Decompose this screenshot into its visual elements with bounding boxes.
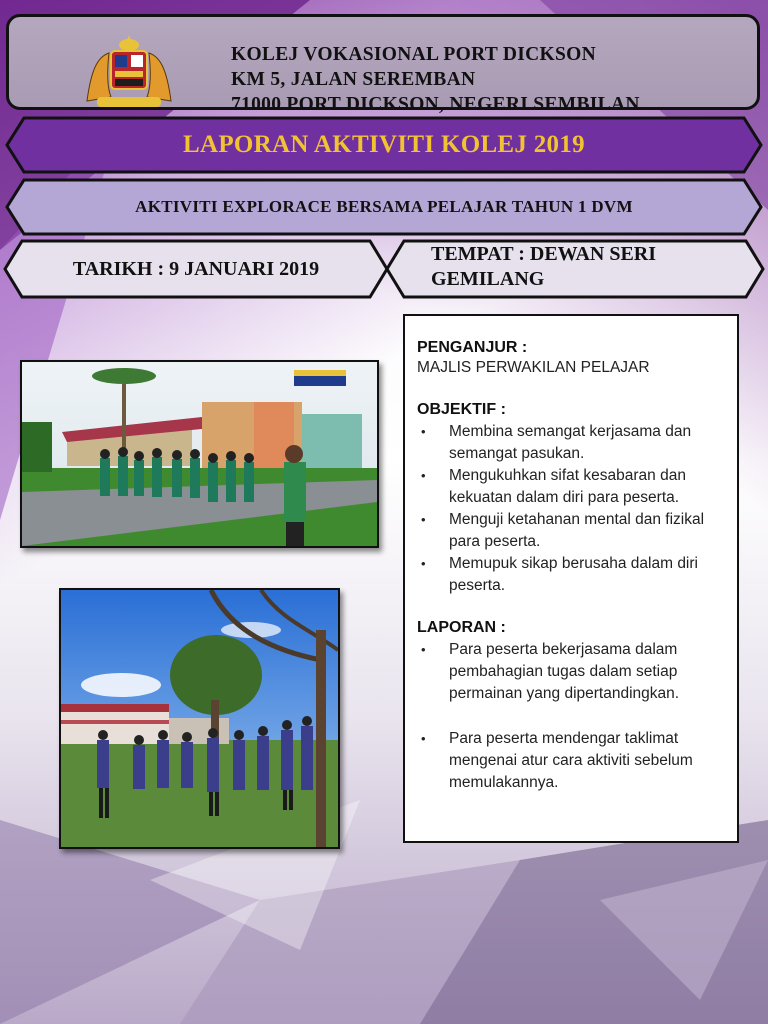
objectives-list: [417, 421, 727, 597]
objective-label: OBJEKTIF :: [417, 401, 506, 418]
report-title-banner: [4, 116, 764, 174]
address-line-1: KM 5, JALAN SEREMBAN: [231, 69, 476, 90]
report-item: [417, 728, 727, 794]
bullet-icon: •: [421, 512, 426, 527]
place-line-1: TEMPAT : DEWAN SERI: [431, 243, 657, 265]
activity-place: [431, 242, 656, 292]
objective-3-line-1: Menguji ketahanan mental dan fizikal: [449, 511, 705, 528]
organizer-value: MAJLIS PERWAKILAN PELAJAR: [417, 359, 650, 376]
objective-item: [417, 465, 727, 509]
report-2-line-2: mengenai atur cara aktiviti sebelum: [449, 752, 693, 769]
objective-4-line-1: Memupuk sikap berusaha dalam diri: [449, 555, 698, 572]
objective-item: [417, 421, 727, 465]
activity-banner: [4, 178, 764, 236]
activity-date: TARIKH : 9 JANUARI 2019: [72, 257, 320, 280]
bullet-icon: •: [421, 731, 426, 746]
report-list-2: [417, 728, 727, 794]
school-header: [6, 14, 760, 115]
activity-title: AKTIVITI EXPLORACE BERSAMA PELAJAR TAHUN 1 DVM: [135, 197, 633, 216]
report-2-line-3: memulakannya.: [449, 774, 559, 791]
report-label: LAPORAN :: [417, 619, 506, 636]
date-banner: [2, 239, 390, 299]
report-1-line-2: pembahagian tugas dalam setiap: [449, 663, 678, 680]
objective-3-line-2: para peserta.: [449, 533, 541, 550]
activity-photo-1: [20, 360, 379, 548]
activity-info-box: [403, 314, 739, 843]
bullet-icon: •: [421, 556, 426, 571]
report-1-line-1: Para peserta bekerjasama dalam: [449, 641, 678, 658]
place-banner: [384, 239, 766, 299]
school-name: KOLEJ VOKASIONAL PORT DICKSON: [231, 44, 597, 65]
organizer-label: PENGANJUR :: [417, 339, 528, 356]
objective-1-line-1: Membina semangat kerjasama dan: [449, 423, 692, 440]
bullet-icon: •: [421, 424, 426, 439]
report-item: [417, 639, 727, 705]
objective-4-line-2: peserta.: [449, 577, 506, 594]
photo-2-image: [61, 590, 338, 847]
objective-2-line-1: Mengukuhkan sifat kesabaran dan: [449, 467, 686, 484]
objective-item: [417, 553, 727, 597]
report-list: [417, 639, 727, 705]
place-line-2: GEMILANG: [431, 268, 545, 290]
photo-1-image: [22, 362, 377, 546]
school-address: [231, 42, 640, 117]
objective-item: [417, 509, 727, 553]
report-2-line-1: Para peserta mendengar taklimat: [449, 730, 679, 747]
address-line-2: 71000 PORT DICKSON, NEGERI SEMBILAN: [231, 94, 640, 115]
activity-photo-2: [59, 588, 340, 849]
bullet-icon: •: [421, 468, 426, 483]
objective-2-line-2: kekuatan dalam diri para peserta.: [449, 489, 680, 506]
malaysia-coat-of-arms-logo: [77, 31, 181, 115]
bullet-icon: •: [421, 642, 426, 657]
report-title: LAPORAN AKTIVITI KOLEJ 2019: [183, 131, 585, 158]
objective-1-line-2: semangat pasukan.: [449, 445, 585, 462]
report-1-line-3: permainan yang dipertandingkan.: [449, 685, 680, 702]
